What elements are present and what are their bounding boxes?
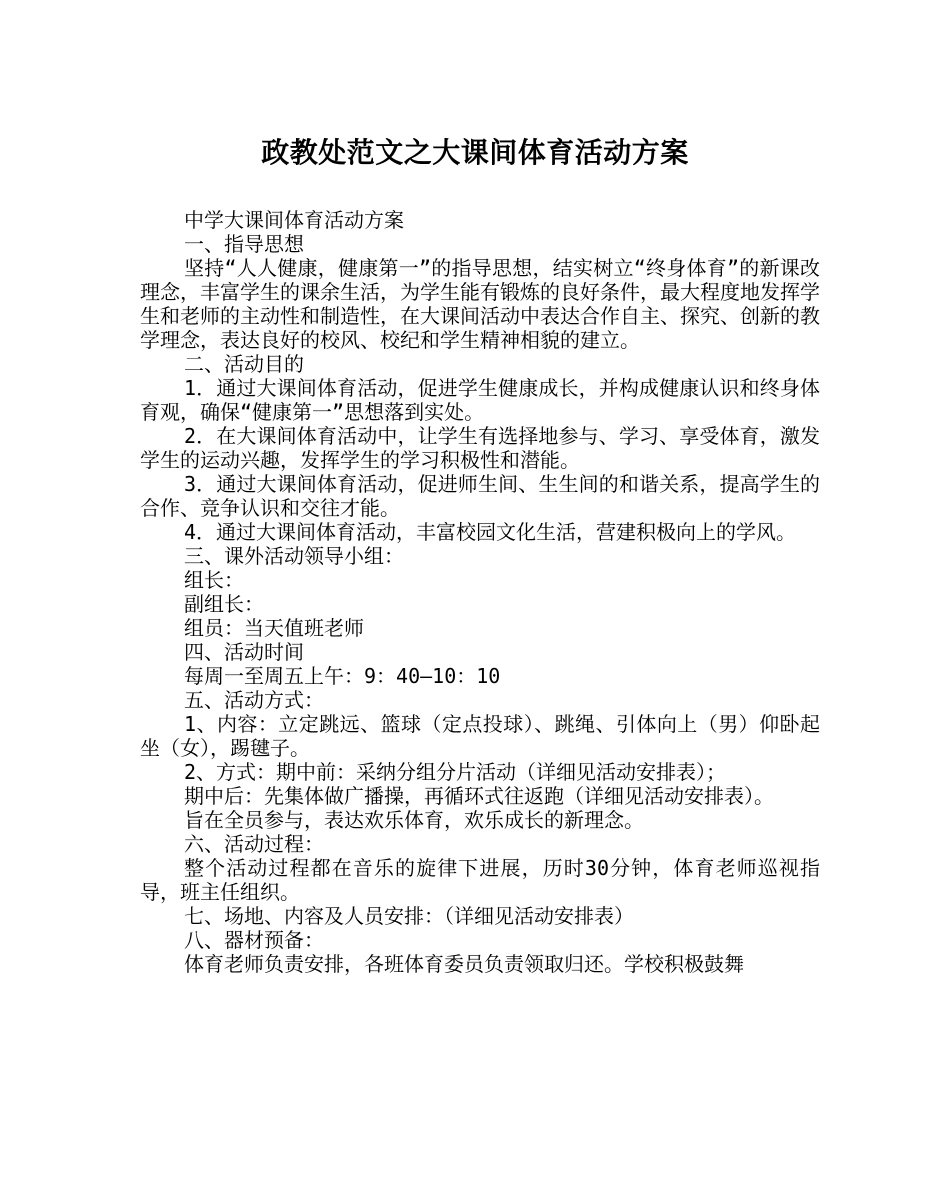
paragraph-equipment: 体育老师负责安排，各班体育委员负责领取归还。学校积极鼓舞	[184, 952, 744, 976]
section-heading-process: 六、活动过程：	[184, 832, 324, 856]
paragraph-method-after-midterm: 期中后：先集体做广播操，再循环式往返跑（详细见活动安排表）。	[184, 784, 774, 808]
paragraph-subtitle: 中学大课间体育活动方案	[184, 208, 404, 232]
section-heading-equipment: 八、器材预备：	[184, 928, 324, 952]
paragraph-deputy-leader: 副组长：	[184, 592, 264, 616]
document-body	[140, 208, 820, 976]
section-heading-method: 五、活动方式：	[184, 688, 324, 712]
paragraph-members: 组员：当天值班老师	[184, 616, 364, 640]
paragraph-purpose-4: 4．通过大课间体育活动，丰富校园文化生活，营建积极向上的学风。	[184, 520, 797, 544]
document-title: 政教处范文之大课间体育活动方案	[261, 136, 689, 169]
paragraph-purpose-1: 1．通过大课间体育活动，促进学生健康成长，并构成健康认识和终身体育观，确保“健康第一”思想落到实处。	[140, 376, 820, 424]
paragraph-leader: 组长：	[184, 568, 244, 592]
section-heading-time: 四、活动时间	[184, 640, 304, 664]
paragraph-purpose-2: 2．在大课间体育活动中，让学生有选择地参与、学习、享受体育，激发学生的运动兴趣，发挥学生的学习积极性和潜能。	[140, 424, 820, 472]
paragraph-process: 整个活动过程都在音乐的旋律下进展，历时30分钟，体育老师巡视指导，班主任组织。	[140, 856, 820, 904]
paragraph-method-mode: 2、方式：期中前：采纳分组分片活动（详细见活动安排表）；	[184, 760, 727, 784]
paragraph-time: 每周一至周五上午：9：40—10：10	[184, 664, 501, 688]
section-heading-guiding-thought: 一、指导思想	[184, 232, 304, 256]
paragraph-method-aim: 旨在全员参与，表达欢乐体育，欢乐成长的新理念。	[184, 808, 644, 832]
paragraph-method-content: 1、内容：立定跳远、篮球（定点投球）、跳绳、引体向上（男）仰卧起坐（女），踢毽子。	[140, 712, 820, 760]
paragraph-purpose-3: 3．通过大课间体育活动，促进师生间、生生间的和谐关系，提高学生的合作、竞争认识和交往才能。	[140, 472, 820, 520]
section-heading-leadership: 三、课外活动领导小组：	[184, 544, 404, 568]
paragraph-guiding-thought: 坚持“人人健康，健康第一”的指导思想，结实树立“终身体育”的新课改理念，丰富学生的课余生活，为学生能有锻炼的良好条件，最大程度地发挥学生和老师的主动性和制造性，在大课间活动中表达合作自主、探究、创新的教学理念，表达良好的校风、校纪和学生精神相貌的建立。	[140, 256, 820, 352]
section-heading-purpose: 二、活动目的	[184, 352, 304, 376]
section-heading-venue: 七、场地、内容及人员安排：（详细见活动安排表）	[184, 904, 634, 928]
